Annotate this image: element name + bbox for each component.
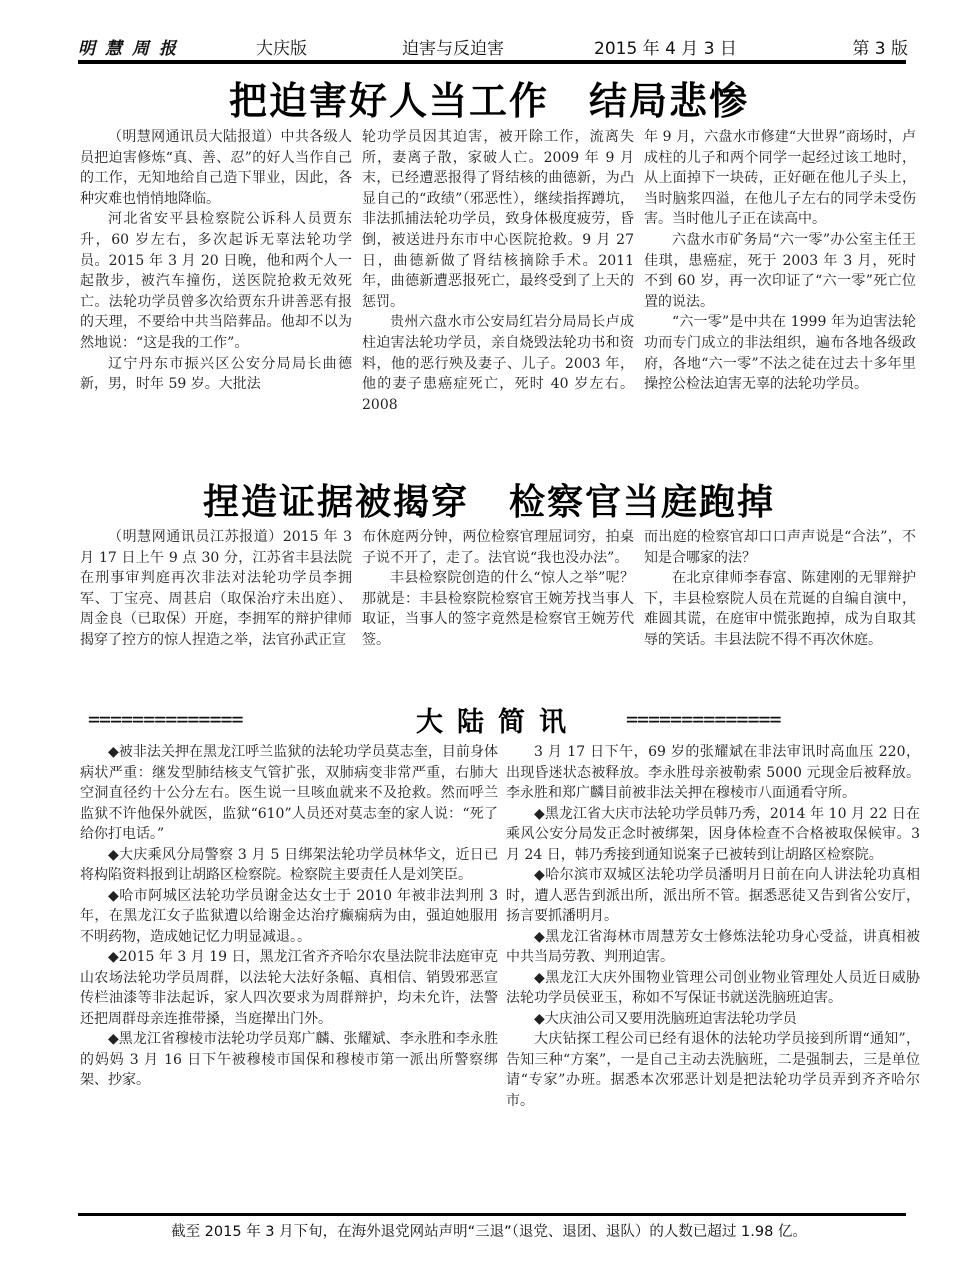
briefs-section-header: [88, 702, 908, 736]
article1-headline-part2: 结局悲惨: [589, 78, 750, 123]
paragraph: “六一零”是中共在 1999 年为迫害法轮功而专门成立的非法组织，遍布各地各级政府，各地“六一零”不法之徒在过去十多年里操控公检法迫害无辜的法轮功学员。: [644, 314, 916, 393]
brief-item: ◆2015 年 3 月 19 日，黑龙江省齐齐哈尔农垦法院非法庭审克山农场法轮功学员周群，以法轮大法好条幅、真相信、销毁邪恶宣传栏油漆等非法起诉，家人四次要求为周群辩护，均未允许，法警还把周群母亲连推带搡，当庭撵出门外。: [80, 949, 498, 1027]
brief-item: ◆黑龙江省大庆市法轮功学员韩乃秀，2014 年 10 月 22 日在乘风公安分局发正念时被绑架，因身体检查不合格被取保候审。3 月 24 日，韩乃秀接到通知说案子已被转到让胡路区检察院。: [506, 805, 920, 863]
paragraph: 河北省安平县检察院公诉科人员贾东升，60 岁左右，多次起诉无辜法轮功学员。2015 年 3 月 20 日晚，他和两个人一起散步，被汽车撞伤，送医院抢救无效死亡。法轮功学员曾多次给贾东升讲善恶有报的天理，不要给中共当陪葬品。他却不以为然地说：“这是我的工作”。: [80, 211, 352, 351]
paragraph: 布休庭两分钟，两位检察官理屈词穷，拍桌子说不开了，走了。法官说“我也没办法”。: [362, 529, 634, 566]
divider-left: ==============: [88, 707, 243, 731]
paragraph: 年 9 月，六盘水市修建“大世界”商场时，卢成柱的儿子和两个同学一起经过该工地时，从上面掉下一块砖，正好砸在他儿子头上，当时脑浆四溢，在他儿子左右的同学未受伤害。当时他儿子正在读高中。: [644, 129, 916, 228]
brief-item: 3 月 17 日下午，69 岁的张耀斌在非法审讯时高血压 220，出现昏迷状态被释放。李永胜母亲被勒索 5000 元现金后被释放。李永胜和郑广麟目前被非法关押在穆棱市八面通看守所。: [506, 744, 920, 801]
briefs-column-left: [80, 742, 498, 1091]
issue-date: 2015 年 4 月 3 日: [594, 39, 737, 59]
paragraph: （明慧网通讯员大陆报道）中共各级人员把迫害修炼“真、善、忍”的好人当作自己的工作，无知地给自己造下罪业，因此，各种灾难也悄悄地降临。: [80, 129, 352, 207]
article1-headline-part1: 把迫害好人当工作: [228, 78, 549, 123]
paper-name: 明慧周报: [78, 39, 186, 59]
article1-headline: [0, 70, 978, 125]
brief-item: ◆哈市阿城区法轮功学员谢金达女士于 2010 年被非法判刑 3 年，在黑龙江女子监狱遭以给谢金达治疗癫痫病为由，强迫她服用不明药物，造成她记忆力明显减退。。: [80, 887, 498, 945]
paragraph: 轮功学员因其迫害，被开除工作，流离失所，妻离子散，家破人亡。2009 年 9 月末，已经遭恶报得了肾结核的曲德新，为凸显自己的“政绩”（邪恶性），继续指挥蹲坑，非法抓捕法轮功学员，致身体极度疲劳，昏倒，被送进丹东市中心医院抢救。9 月 27 日，曲德新做了肾结核摘除手术。2011 年，曲德新遭恶报死亡，最终受到了上天的惩罚。: [362, 129, 634, 310]
article1-column-2: [362, 127, 634, 415]
brief-item: ◆大庆油公司又要用洗脑班迫害法轮功学员: [534, 1010, 797, 1027]
article2-headline: [0, 474, 978, 525]
brief-item: ◆黑龙江省海林市周慧芳女士修炼法轮功身心受益，讲真相被中共当局劳教、判刑迫害。: [506, 928, 920, 965]
brief-item: 大庆钻探工程公司已经有退休的法轮功学员接到所谓“通知”，告知三种“方案”，一是自己主动去洗脑班，二是强制去，三是单位请“专家”办班。据悉本次邪恶计划是把法轮功学员弄到齐齐哈尔市。: [506, 1031, 920, 1109]
article1-column-1: [80, 127, 352, 395]
brief-item: ◆哈尔滨市双城区法轮功学员潘明月日前在向人讲法轮功真相时，遭人恶告到派出所，派出所不管。据悉恶徒又告到省公安厅，扬言要抓潘明月。: [506, 867, 920, 924]
briefs-section-title: 大陆简讯: [416, 706, 580, 738]
brief-item: ◆被非法关押在黑龙江呼兰监狱的法轮功学员莫志奎，目前身体病状严重：继发型肺结核支气管扩张，双肺病变非常严重，右肺大空洞直径约十公分左右。医生说一旦咳血就来不及抢救。然而呼兰监狱不许他保外就医，监狱“610”人员还对莫志奎的家人说：“死了给你打电话。”: [80, 744, 498, 842]
article1-column-3: [644, 127, 916, 395]
article2-headline-part1: 捏造证据被揭穿: [202, 481, 469, 523]
article2-column-1: [80, 527, 352, 651]
section-label: 迫害与反迫害: [402, 39, 504, 59]
footer-rule: [78, 1213, 906, 1216]
paragraph: 辽宁丹东市振兴区公安分局局长曲德新，男，时年 59 岁。大批法: [80, 355, 352, 393]
briefs-column-right: [506, 742, 920, 1111]
footer-notice: 截至 2015 年 3 月下旬，在海外退党网站声明“三退”（退党、退团、退队）的人数已超过 1.98 亿。: [171, 1224, 807, 1240]
paragraph: 丰县检察院创造的什么“惊人之举”呢？那就是：丰县检察院检察官王婉芳找当事人取证，当事人的签字竟然是检察官王婉芳代签。: [362, 570, 634, 648]
masthead-rule: [78, 60, 906, 64]
edition-label: 大庆版: [256, 39, 307, 59]
paragraph: 贵州六盘水市公安局红岩分局局长卢成柱迫害法轮功学员，亲自烧毁法轮功书和资料，他的恶行殃及妻子、儿子。2003 年，他的妻子患癌症死亡，死时 40 岁左右。2008: [362, 314, 634, 413]
divider-right: ==============: [626, 707, 781, 731]
article2-column-2: [362, 527, 634, 651]
page-number: 第 3 版: [852, 39, 908, 59]
brief-item: ◆大庆乘风分局警察 3 月 5 日绑架法轮功学员林华文，近日已将构陷资料报到让胡路区检察院。检察院主要责任人是刘笑臣。: [80, 846, 498, 883]
paragraph: （明慧网通讯员江苏报道）2015 年 3 月 17 日上午 9 点 30 分，江苏省丰县法院在刑事审判庭再次非法对法轮功学员李拥军、丁宝亮、周甚启（取保治疗未出庭）、周金良（已取保）开庭，李拥军的辩护律师揭穿了控方的惊人捏造之举，法官孙武正宣: [80, 529, 352, 648]
article2-headline-part2: 检察官当庭跑掉: [509, 481, 776, 523]
paragraph: 而出庭的检察官却口口声声说是“合法”，不知是合哪家的法？: [644, 529, 916, 566]
article2-column-3: [644, 527, 916, 651]
brief-item: ◆黑龙江省穆棱市法轮功学员郑广麟、张耀斌、李永胜和李永胜的妈妈 3 月 16 日下午被穆棱市国保和穆棱市第一派出所警察绑架、抄家。: [80, 1031, 498, 1088]
brief-item: ◆黑龙江大庆外围物业管理公司创业物业管理处人员近日威胁法轮功学员侯亚玉，称如不写保证书就送洗脑班迫害。: [506, 969, 920, 1006]
paragraph: 在北京律师李春富、陈建刚的无罪辩护下，丰县检察院人员在荒诞的自编自演中，难圆其谎，在庭审中慌张跑掉，成为自取其辱的笑话。丰县法院不得不再次休庭。: [644, 570, 916, 648]
masthead: [78, 30, 908, 60]
paragraph: 六盘水市矿务局“六一零”办公室主任王佳琪，患癌症，死于 2003 年 3 月，死时不到 60 岁，再一次印证了“六一零”死亡位置的说法。: [644, 231, 916, 310]
